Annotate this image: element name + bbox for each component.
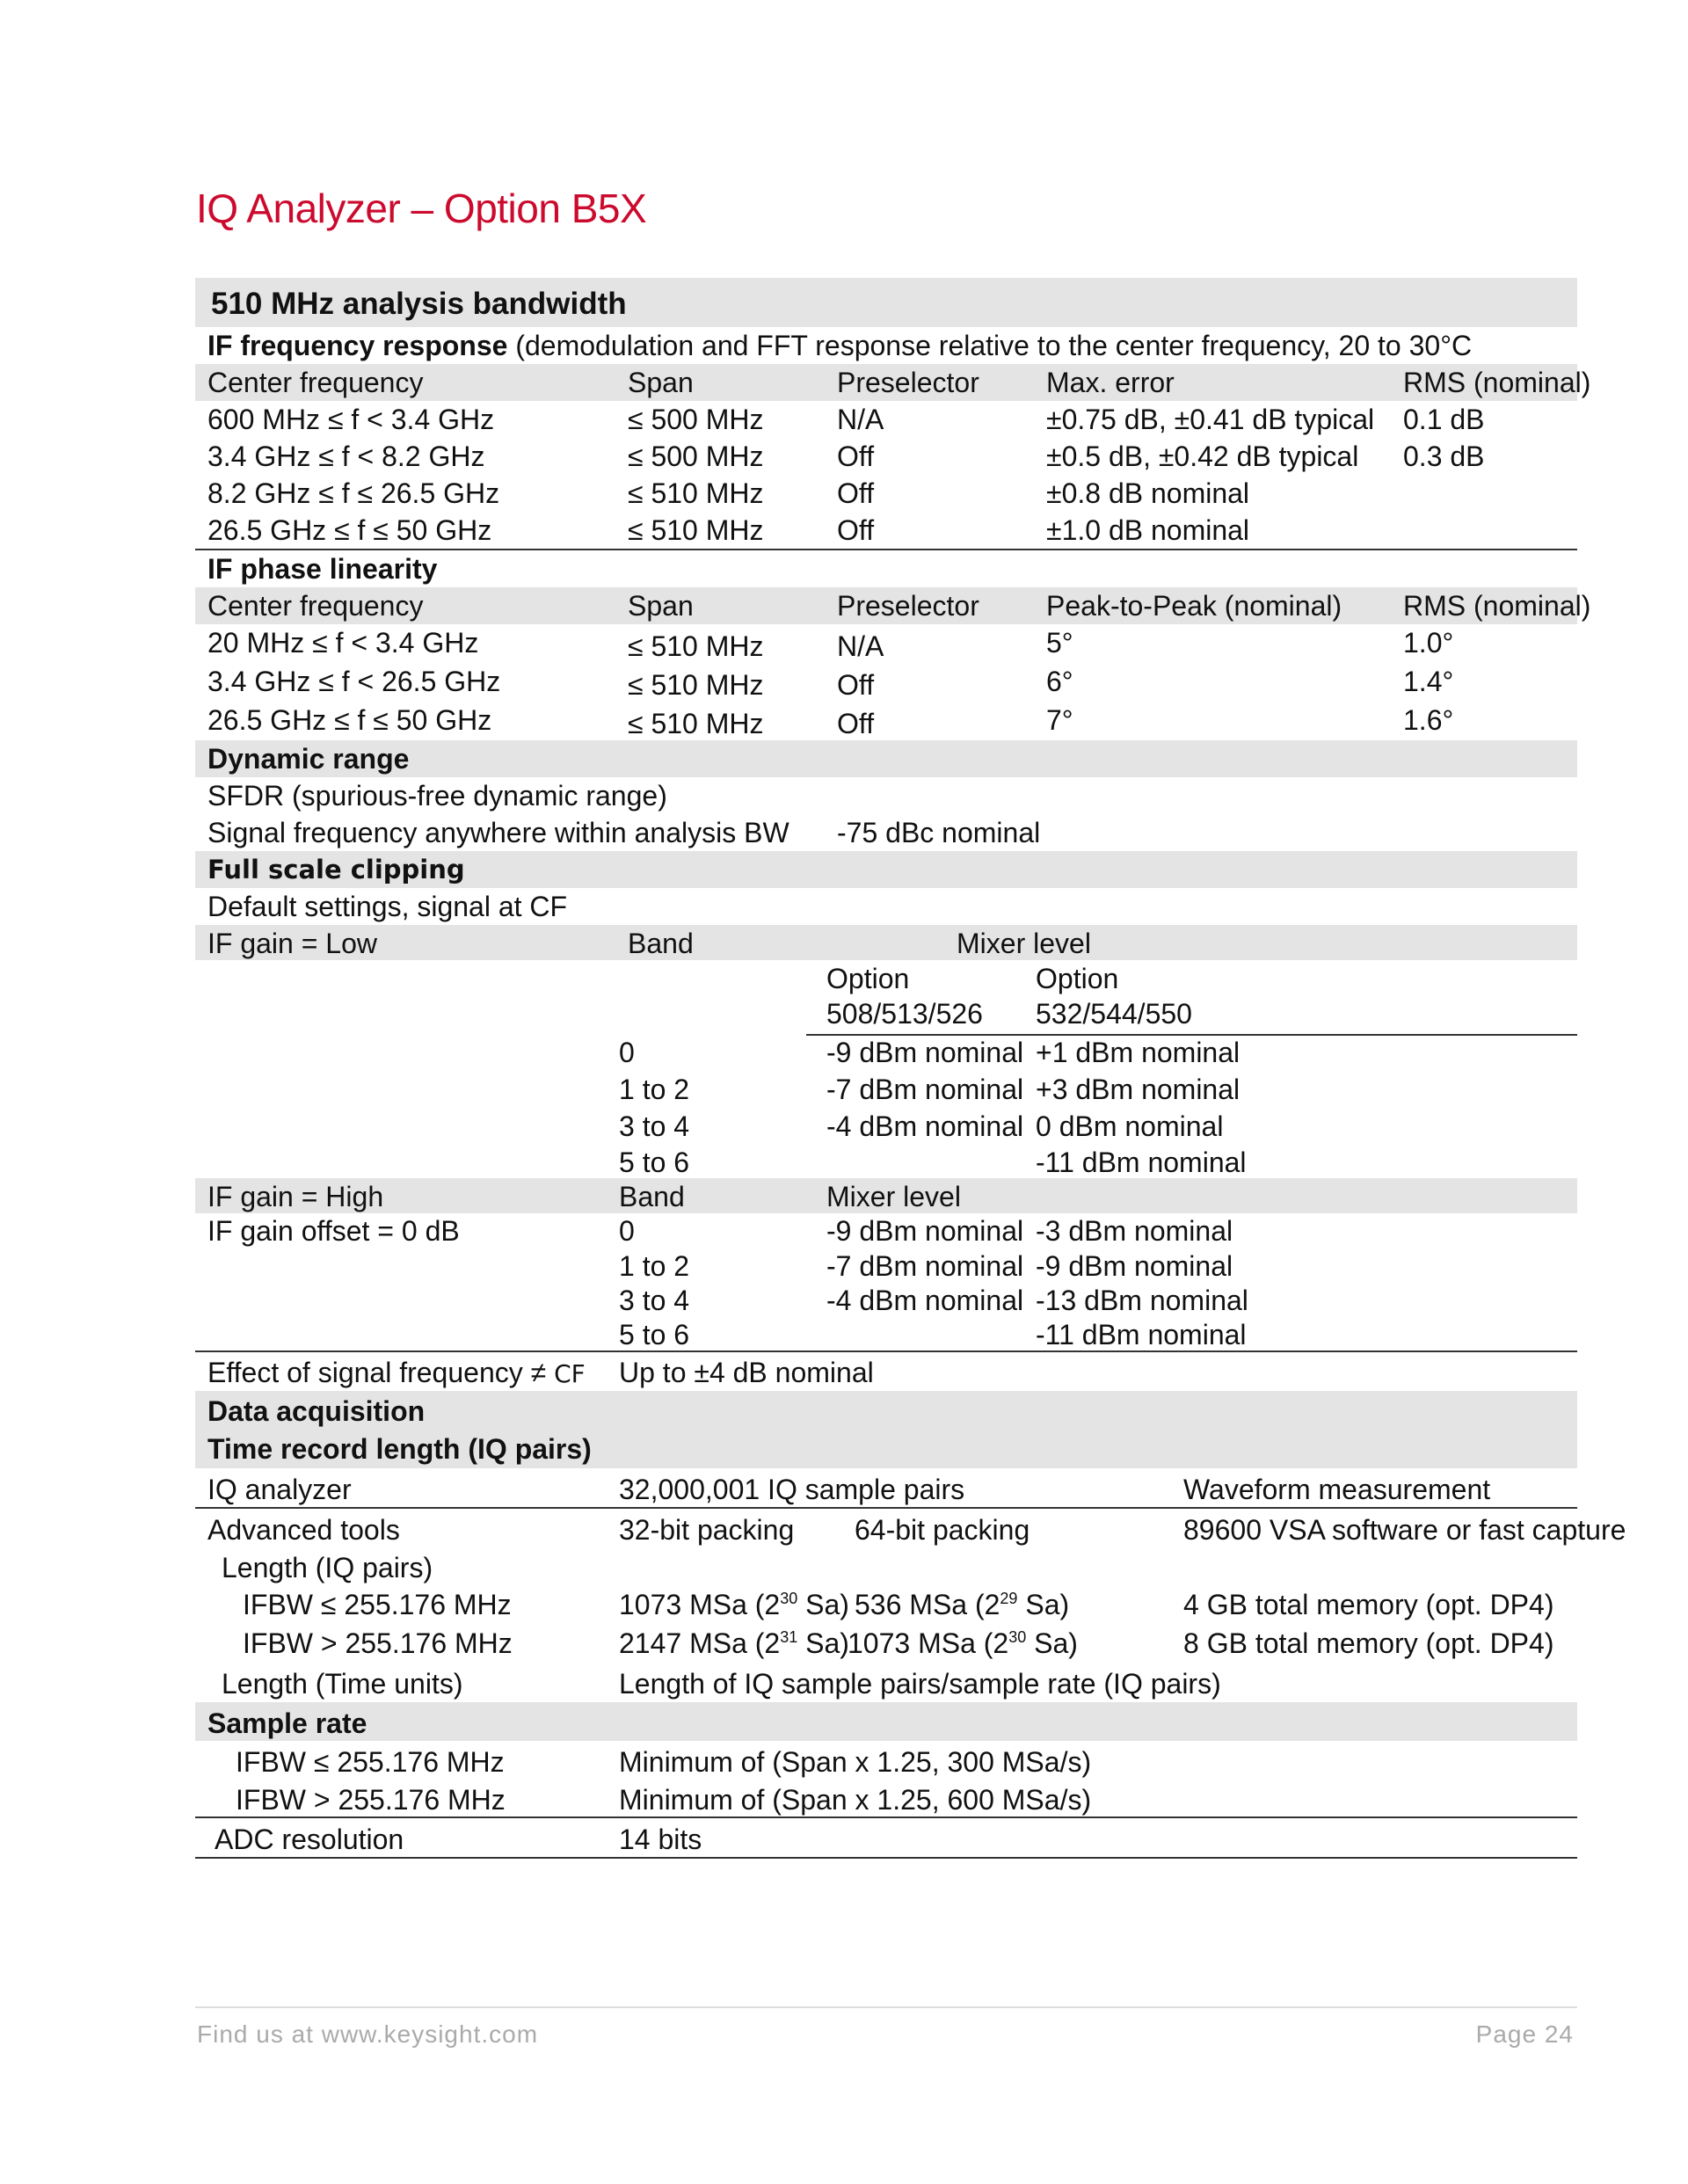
table-row	[195, 777, 1577, 814]
signal-value: -75 dBc nominal	[837, 817, 1041, 848]
opt-a-label: Option	[826, 963, 910, 994]
table-row	[195, 438, 1577, 475]
band-label: Band	[628, 928, 694, 959]
table-row	[195, 1249, 1577, 1283]
cell: 1 to 2	[619, 1250, 690, 1282]
effect-row	[195, 1352, 1577, 1391]
col-header: Span	[628, 590, 694, 622]
dynamic-heading: Dynamic range	[207, 743, 410, 775]
cell: 3 to 4	[619, 1285, 690, 1316]
cell: -7 dBm nominal	[826, 1250, 1024, 1282]
exponent: 30	[780, 1590, 798, 1607]
cell: ±0.8 dB nominal	[1046, 477, 1250, 509]
phase-heading-row	[195, 550, 1577, 587]
cell: ≤ 510 MHz	[628, 630, 764, 662]
effect-cf: CF	[554, 1359, 586, 1388]
cell: -11 dBm nominal	[1036, 1319, 1247, 1350]
cell: 26.5 GHz ≤ f ≤ 50 GHz	[207, 514, 492, 546]
phase-header-row	[195, 587, 1591, 624]
cell: 1.0°	[1403, 627, 1454, 659]
table-row	[195, 702, 1577, 740]
cell: 1.4°	[1403, 666, 1454, 697]
packing-32: 32-bit packing	[619, 1514, 795, 1546]
cell: 5°	[1046, 627, 1073, 659]
table-row	[195, 1108, 1577, 1145]
text: 1073 MSa (2	[848, 1627, 1009, 1659]
vsa-label: 89600 VSA software or fast capture	[1183, 1514, 1626, 1546]
cell: ±1.0 dB nominal	[1046, 514, 1250, 546]
text: 1073 MSa (2	[619, 1589, 781, 1620]
if-freq-note: (demodulation and FFT response relative to the center frequency, 20 to 30°C	[507, 330, 1473, 361]
table-row	[195, 512, 1577, 550]
effect-label: Effect of signal frequency ≠	[207, 1357, 555, 1388]
table-row	[195, 1741, 1577, 1780]
opt-b-models: 532/544/550	[1036, 998, 1192, 1030]
adc-row	[195, 1818, 1577, 1859]
col-header: Peak-to-Peak (nominal)	[1046, 590, 1342, 622]
text: Sa)	[1017, 1589, 1070, 1620]
cell: 5 to 6	[619, 1147, 690, 1178]
sample-high-value: Minimum of (Span x 1.25, 600 MSa/s)	[619, 1784, 1092, 1816]
cell: -4 dBm nominal	[826, 1110, 1024, 1142]
table-row	[195, 1034, 1577, 1071]
cell: 0	[619, 1215, 635, 1247]
opt-b-label: Option	[1036, 963, 1119, 994]
spec-table	[195, 278, 1626, 1859]
opt-a-models: 508/513/526	[826, 998, 983, 1030]
text: Sa)	[797, 1589, 849, 1620]
table-row	[195, 1283, 1577, 1317]
time-units-value: Length of IQ sample pairs/sample rate (IQ pairs)	[619, 1668, 1221, 1700]
ifbw-high-row	[195, 1623, 1577, 1663]
cell: N/A	[837, 630, 884, 662]
cell: ±0.75 dB, ±0.41 dB typical	[1046, 404, 1375, 435]
cell: 3.4 GHz ≤ f < 8.2 GHz	[207, 440, 485, 472]
band-label: Band	[619, 1181, 685, 1212]
cell: -7 dBm nominal	[826, 1074, 1024, 1105]
iq-analyzer-value: 32,000,001 IQ sample pairs	[619, 1474, 965, 1505]
cell: 3.4 GHz ≤ f < 26.5 GHz	[207, 666, 501, 697]
table-row	[195, 814, 1577, 851]
cell: -3 dBm nominal	[1036, 1215, 1233, 1247]
cell: Off	[837, 477, 875, 509]
col-header: Max. error	[1046, 367, 1175, 398]
cell: Off	[837, 708, 875, 739]
cell: +1 dBm nominal	[1036, 1037, 1241, 1068]
ifbw-low-label: IFBW ≤ 255.176 MHz	[243, 1589, 512, 1620]
table-row	[195, 1071, 1577, 1108]
mixer-label: Mixer level	[957, 928, 1091, 959]
ifbw-high-64	[848, 1623, 1078, 1663]
sample-low-label: IFBW ≤ 255.176 MHz	[236, 1746, 505, 1778]
clipping-heading-row	[195, 851, 1577, 888]
if-freq-heading: IF frequency response	[207, 330, 508, 361]
cell: Off	[837, 669, 875, 701]
cell: Off	[837, 514, 875, 546]
cell: ≤ 510 MHz	[628, 708, 764, 739]
advanced-tools-label: Advanced tools	[207, 1514, 400, 1546]
col-header: Span	[628, 367, 694, 398]
cell: +3 dBm nominal	[1036, 1074, 1241, 1105]
cell: -11 dBm nominal	[1036, 1147, 1247, 1178]
cell: 1 to 2	[619, 1074, 690, 1105]
iq-analyzer-row	[195, 1468, 1577, 1509]
cell: ≤ 510 MHz	[628, 669, 764, 701]
exponent: 31	[780, 1628, 798, 1646]
signal-label: Signal frequency anywhere within analysis BW	[207, 817, 789, 848]
time-units-row	[195, 1663, 1577, 1702]
phase-heading: IF phase linearity	[207, 553, 438, 585]
acq-heading-row	[195, 1391, 1577, 1430]
cell: ≤ 510 MHz	[628, 514, 764, 546]
cell: 6°	[1046, 666, 1073, 697]
low-gain-label: IF gain = Low	[207, 928, 377, 959]
time-units-label: Length (Time units)	[222, 1668, 463, 1700]
length-label: Length (IQ pairs)	[222, 1552, 433, 1583]
waveform-label: Waveform measurement	[1183, 1474, 1491, 1505]
cell: 20 MHz ≤ f < 3.4 GHz	[207, 627, 479, 659]
adc-label: ADC resolution	[215, 1824, 404, 1855]
exponent: 30	[1008, 1628, 1027, 1646]
col-header: RMS (nominal)	[1403, 367, 1591, 398]
table-row	[195, 1213, 1577, 1249]
text: 2147 MSa (2	[619, 1627, 781, 1659]
col-header: Preselector	[837, 367, 979, 398]
cell: -9 dBm nominal	[826, 1215, 1024, 1247]
page-title: IQ Analyzer – Option B5X	[196, 186, 647, 231]
acq-heading: Data acquisition	[207, 1395, 426, 1427]
section-header	[195, 278, 1577, 327]
cell: 1.6°	[1403, 704, 1454, 736]
table-row	[195, 401, 1577, 438]
cell: ≤ 510 MHz	[628, 477, 764, 509]
col-header: RMS (nominal)	[1403, 590, 1591, 622]
col-header: Preselector	[837, 590, 979, 622]
cell: 600 MHz ≤ f < 3.4 GHz	[207, 404, 495, 435]
low-gain-row	[195, 925, 1577, 960]
ifbw-high-label: IFBW > 255.176 MHz	[243, 1627, 513, 1659]
cell: 0.1 dB	[1403, 404, 1485, 435]
ifbw-low-row	[195, 1584, 1577, 1623]
cell: N/A	[837, 404, 884, 435]
packing-64: 64-bit packing	[855, 1514, 1030, 1546]
table-row	[195, 1145, 1577, 1178]
cell: -9 dBm nominal	[1036, 1250, 1233, 1282]
exponent: 29	[1000, 1590, 1018, 1607]
clipping-heading: Full scale clipping	[207, 855, 465, 885]
dynamic-heading-row	[195, 740, 1577, 777]
cell: 26.5 GHz ≤ f ≤ 50 GHz	[207, 704, 492, 736]
high-gain-row	[195, 1178, 1577, 1213]
page-number: Page 24	[1475, 2020, 1574, 2048]
col-header: Center frequency	[207, 590, 424, 622]
if-freq-heading-row	[195, 327, 1577, 364]
sample-low-value: Minimum of (Span x 1.25, 300 MSa/s)	[619, 1746, 1092, 1778]
adc-value: 14 bits	[619, 1824, 702, 1855]
footer-link[interactable]: Find us at www.keysight.com	[197, 2020, 539, 2048]
if-freq-header-row	[195, 364, 1591, 401]
section-title: 510 MHz analysis bandwidth	[211, 287, 627, 321]
table-row	[195, 888, 1577, 925]
effect-value: Up to ±4 dB nominal	[619, 1357, 874, 1388]
ifbw-high-memory: 8 GB total memory (opt. DP4)	[1183, 1627, 1554, 1659]
sfdr-label: SFDR (spurious-free dynamic range)	[207, 780, 667, 812]
ifbw-low-32	[619, 1584, 849, 1625]
cell: 0 dBm nominal	[1036, 1110, 1224, 1142]
advanced-tools-row	[195, 1509, 1626, 1547]
high-gain-label: IF gain = High	[207, 1181, 384, 1212]
cell: -9 dBm nominal	[826, 1037, 1024, 1068]
table-row	[195, 475, 1577, 512]
length-row	[195, 1547, 1577, 1584]
text: Sa)	[797, 1627, 849, 1659]
cell: -4 dBm nominal	[826, 1285, 1024, 1316]
cell: -13 dBm nominal	[1036, 1285, 1248, 1316]
sample-heading-row	[195, 1702, 1577, 1741]
mixer-label: Mixer level	[826, 1181, 961, 1212]
cell: 8.2 GHz ≤ f ≤ 26.5 GHz	[207, 477, 500, 509]
text: Sa)	[1026, 1627, 1078, 1659]
ifbw-high-32	[619, 1623, 849, 1663]
default-label: Default settings, signal at CF	[207, 891, 568, 922]
offset-label: IF gain offset = 0 dB	[207, 1215, 460, 1247]
cell: 0	[619, 1037, 635, 1068]
sample-high-label: IFBW > 255.176 MHz	[236, 1784, 506, 1816]
text: 536 MSa (2	[855, 1589, 1000, 1620]
cell: 7°	[1046, 704, 1073, 736]
cell: 5 to 6	[619, 1319, 690, 1350]
time-record-heading: Time record length (IQ pairs)	[207, 1433, 592, 1465]
table-row	[195, 1780, 1577, 1818]
table-row	[195, 624, 1577, 663]
time-record-heading-row	[195, 1430, 1577, 1468]
cell: 0.3 dB	[1403, 440, 1485, 472]
ifbw-low-memory: 4 GB total memory (opt. DP4)	[1183, 1589, 1554, 1620]
cell: ≤ 500 MHz	[628, 440, 764, 472]
cell: Off	[837, 440, 875, 472]
option-header-row	[195, 960, 1577, 1034]
table-row	[195, 1317, 1577, 1352]
table-row	[195, 663, 1577, 702]
cell: 3 to 4	[619, 1110, 690, 1142]
sample-heading: Sample rate	[207, 1707, 367, 1739]
cell: ≤ 500 MHz	[628, 404, 764, 435]
cell: ±0.5 dB, ±0.42 dB typical	[1046, 440, 1359, 472]
iq-analyzer-label: IQ analyzer	[207, 1474, 352, 1505]
ifbw-low-64	[855, 1584, 1069, 1625]
col-header: Center frequency	[207, 367, 424, 398]
footer-divider	[195, 2006, 1577, 2008]
